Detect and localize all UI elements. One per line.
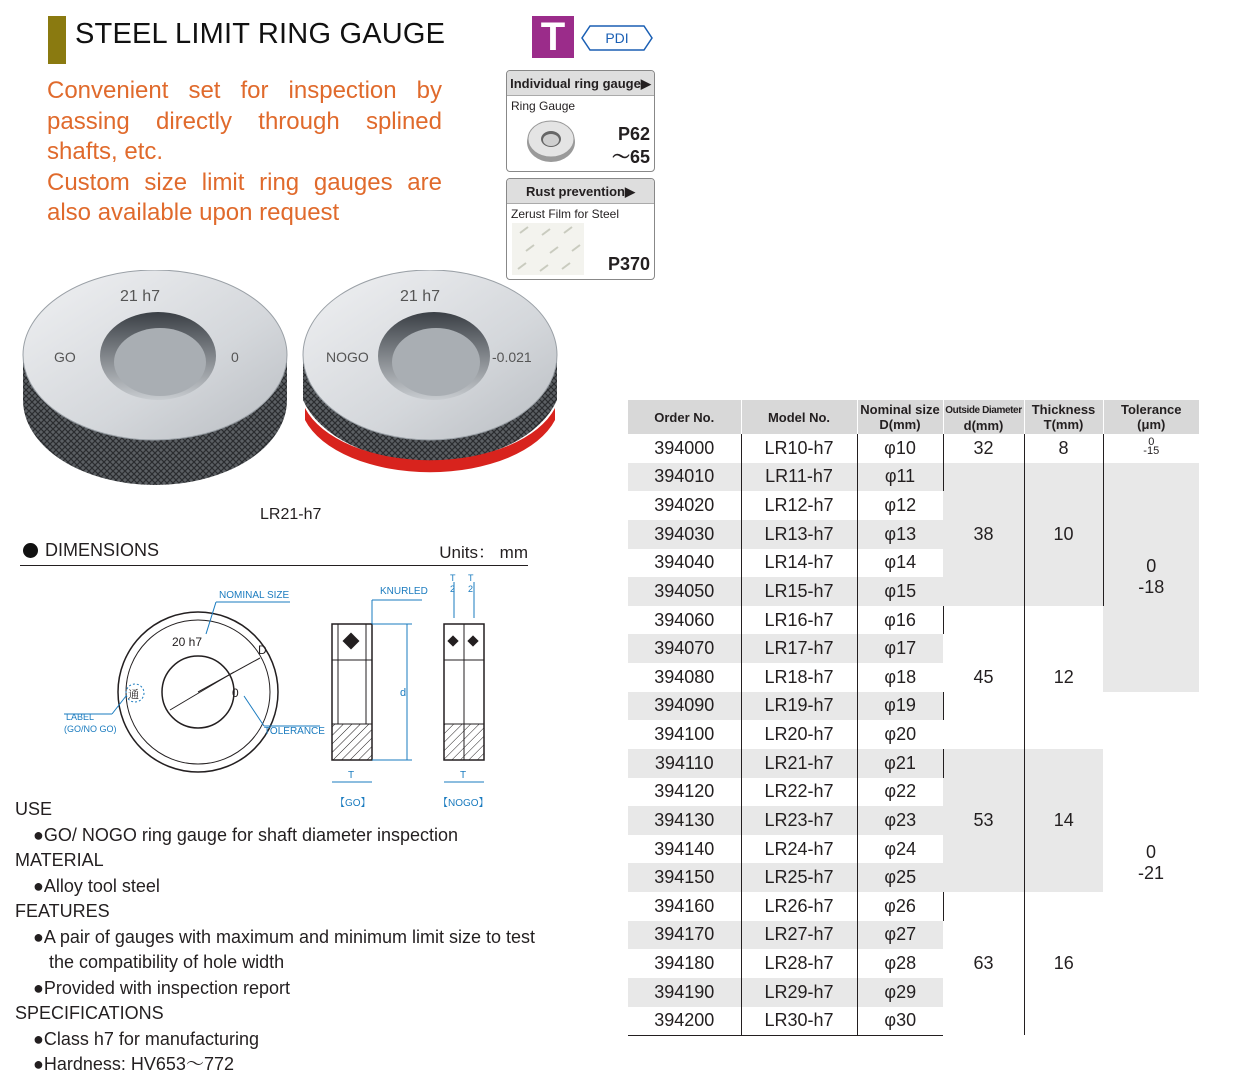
cell-order: 394040 <box>628 549 741 578</box>
ref-item: Zerust Film for Steel <box>511 207 620 221</box>
header-tolerance: Tolerance (μm) <box>1103 400 1199 434</box>
cell-thickness: 14 <box>1024 749 1103 892</box>
go-mark-text: 通 <box>128 689 139 701</box>
t-half-label-3: T <box>468 573 474 583</box>
cell-order: 394100 <box>628 720 741 749</box>
cell-nominal: φ12 <box>884 495 917 516</box>
cell-model: LR21-h7 <box>741 749 857 778</box>
cell-order: 394110 <box>628 749 741 778</box>
cell-model: LR15-h7 <box>741 577 857 606</box>
cell-model: LR18-h7 <box>741 663 857 692</box>
product-table <box>628 400 1199 1036</box>
ref-heading: Individual ring gauge▶ <box>507 71 654 96</box>
cell-thickness: 16 <box>1024 892 1103 1035</box>
cell-model: LR16-h7 <box>741 606 857 635</box>
cell-model: LR28-h7 <box>741 949 857 978</box>
title-accent-bar <box>48 16 66 64</box>
cell-order: 394020 <box>628 491 741 520</box>
spec-item: ●Hardness: HV653～772 <box>33 1054 234 1074</box>
ref-page-start: P62 <box>617 124 650 144</box>
knurled-label: KNURLED <box>380 586 428 597</box>
cell-model: LR23-h7 <box>741 806 857 835</box>
label-label: LABEL <box>66 712 95 722</box>
t-half-label-1: T <box>450 573 456 583</box>
cell-model: LR19-h7 <box>741 692 857 721</box>
photo-caption: LR21-h7 <box>260 506 322 523</box>
table-row <box>628 434 1199 463</box>
cell-order: 394140 <box>628 835 741 864</box>
cell-model: LR30-h7 <box>741 1007 857 1036</box>
cell-model: LR17-h7 <box>741 634 857 663</box>
cell-order: 394090 <box>628 692 741 721</box>
dimensions-header <box>20 540 528 566</box>
cell-model: LR25-h7 <box>741 863 857 892</box>
cell-model: LR13-h7 <box>741 520 857 549</box>
cell-order: 394150 <box>628 863 741 892</box>
cell-nominal: φ29 <box>857 978 943 1007</box>
cell-nominal: φ16 <box>857 606 943 635</box>
cell-order: 394070 <box>628 634 741 663</box>
use-item: ●GO/ NOGO ring gauge for shaft diameter inspection <box>33 824 459 845</box>
nogo-label-text: NOGO <box>326 349 369 365</box>
t-half-label-4: 2 <box>468 584 474 594</box>
table-row <box>628 692 1199 721</box>
zerust-film-thumb-icon <box>512 223 584 275</box>
material-item: ●Alloy tool steel <box>33 875 160 896</box>
ref-item: Ring Gauge <box>511 99 576 113</box>
t-half-label-2: 2 <box>450 584 456 594</box>
cell-order: 394130 <box>628 806 741 835</box>
nogo-size-text: 21 h7 <box>400 288 441 305</box>
size-text: 20 h7 <box>172 635 203 649</box>
cell-nominal: φ10 <box>857 434 943 463</box>
t-label-go: T <box>348 770 355 781</box>
dimension-drawing <box>20 572 530 812</box>
cell-nominal: φ17 <box>857 634 943 663</box>
cell-outside: 45 <box>943 606 1024 749</box>
table-row <box>628 463 1199 492</box>
header-thickness: Thickness T(mm) <box>1024 400 1103 434</box>
cell-tolerance: 0 -15 <box>1103 434 1199 463</box>
specifications-list <box>15 797 605 1077</box>
cell-order: 394190 <box>628 978 741 1007</box>
nogo-tolerance-text: -0.021 <box>492 349 532 365</box>
t-label-nogo: T <box>460 770 467 781</box>
bullet-icon <box>23 543 38 558</box>
cell-nominal: φ27 <box>857 921 943 950</box>
cell-order: 394010 <box>628 463 741 492</box>
table-header-row <box>628 400 1199 434</box>
d-label-text: D <box>258 643 267 657</box>
intro-text <box>47 76 442 229</box>
feature-item: ●A pair of gauges with maximum and minimum limit size to test <box>33 926 536 947</box>
feature-item-cont: the compatibility of hole width <box>49 952 285 972</box>
dimensions-units: Units： mm <box>439 543 528 562</box>
cell-nominal: φ15 <box>857 577 943 606</box>
cell-outside: 32 <box>943 434 1024 463</box>
cell-model: LR24-h7 <box>741 835 857 864</box>
page-title: STEEL LIMIT RING GAUGE <box>75 18 446 50</box>
material-heading: MATERIAL <box>15 850 104 870</box>
use-heading: USE <box>15 799 53 819</box>
product-photo <box>20 270 560 500</box>
cell-nominal: φ20 <box>884 724 917 745</box>
cell-nominal: φ30 <box>857 1007 943 1036</box>
features-heading: FEATURES <box>15 901 110 921</box>
ring-gauge-dimension-drawing <box>20 572 530 812</box>
cell-order: 394080 <box>628 663 741 692</box>
ref-heading: Rust prevention▶ <box>507 179 654 204</box>
cell-nominal: φ18 <box>884 666 917 687</box>
cell-order: 394000 <box>628 434 741 463</box>
tolerance-label: TOLERANCE <box>264 726 325 737</box>
specifications-heading: SPECIFICATIONS <box>15 1003 164 1023</box>
go-tag: 【GO】 <box>335 798 371 809</box>
cell-tolerance: 0 -21 <box>1103 692 1199 1036</box>
cell-nominal: φ21 <box>857 749 943 778</box>
cell-order: 394160 <box>628 892 741 921</box>
cell-nominal: φ22 <box>884 781 917 802</box>
cell-model: LR29-h7 <box>741 978 857 1007</box>
ref-page-end: ～65 <box>611 147 650 167</box>
header-outside: Outside Diameter d(mm) <box>943 400 1024 434</box>
cell-thickness: 8 <box>1024 434 1103 463</box>
cell-model: LR11-h7 <box>741 463 857 492</box>
cell-order: 394060 <box>628 606 741 635</box>
cell-order: 394030 <box>628 520 741 549</box>
intro-line-1: Convenient set for inspection by passing directly through splined shafts, etc. <box>47 77 442 165</box>
cell-nominal: φ23 <box>857 806 943 835</box>
cell-nominal: φ13 <box>857 520 943 549</box>
cell-outside: 38 <box>943 463 1024 606</box>
intro-line-2: Custom size limit ring gauges are also available upon request <box>47 168 442 226</box>
cell-nominal: φ26 <box>857 892 943 921</box>
header-model: Model No. <box>741 400 857 434</box>
cell-nominal: φ24 <box>884 838 917 859</box>
go-label-text: GO <box>54 349 76 365</box>
ref-page: P370 <box>607 254 650 274</box>
cell-order: 394120 <box>628 778 741 807</box>
label-sub: (GO/NO GO) <box>64 724 117 734</box>
cell-model: LR22-h7 <box>741 778 857 807</box>
header-order: Order No. <box>628 400 741 434</box>
cell-model: LR26-h7 <box>741 892 857 921</box>
cell-outside: 63 <box>943 892 1024 1035</box>
dimensions-title: DIMENSIONS <box>45 540 160 560</box>
cell-nominal: φ25 <box>857 863 943 892</box>
cell-model: LR27-h7 <box>741 921 857 950</box>
feature-item: ●Provided with inspection report <box>33 977 291 998</box>
zero-text: 0 <box>232 686 239 700</box>
cell-nominal: φ19 <box>857 692 943 721</box>
cell-order: 394180 <box>628 949 741 978</box>
ring-gauge-pair-illustration <box>20 270 560 500</box>
pdi-badge-label: PDI <box>605 30 629 46</box>
cell-order: 394050 <box>628 577 741 606</box>
cell-order: 394200 <box>628 1007 741 1036</box>
cell-outside: 53 <box>943 749 1024 892</box>
ref-box-rust-prevention[interactable] <box>506 178 655 280</box>
cell-nominal: φ11 <box>857 463 943 492</box>
header-nominal: Nominal size D(mm) <box>857 400 943 434</box>
cell-order: 394170 <box>628 921 741 950</box>
d-small-label: d <box>400 687 407 699</box>
nominal-size-label: NOMINAL SIZE <box>219 590 290 601</box>
t-badge: T <box>532 16 574 58</box>
spec-item: ●Class h7 for manufacturing <box>33 1028 259 1049</box>
nogo-tag: 【NOGO】 <box>438 798 489 809</box>
pdi-badge <box>580 24 654 52</box>
go-size-text: 21 h7 <box>120 288 161 305</box>
cell-tolerance: 0 -18 <box>1103 463 1199 692</box>
go-tolerance-text: 0 <box>231 349 239 365</box>
cell-model: LR12-h7 <box>741 491 857 520</box>
cell-model: LR14-h7 <box>741 549 857 578</box>
cell-thickness: 12 <box>1024 606 1103 749</box>
cell-model: LR20-h7 <box>741 720 857 749</box>
cell-thickness: 10 <box>1024 463 1103 606</box>
ring-gauge-thumb-icon <box>525 117 577 165</box>
cell-model: LR10-h7 <box>741 434 857 463</box>
cell-nominal: φ28 <box>884 953 917 974</box>
cell-nominal: φ14 <box>884 552 917 573</box>
ref-box-ring-gauge[interactable] <box>506 70 655 172</box>
